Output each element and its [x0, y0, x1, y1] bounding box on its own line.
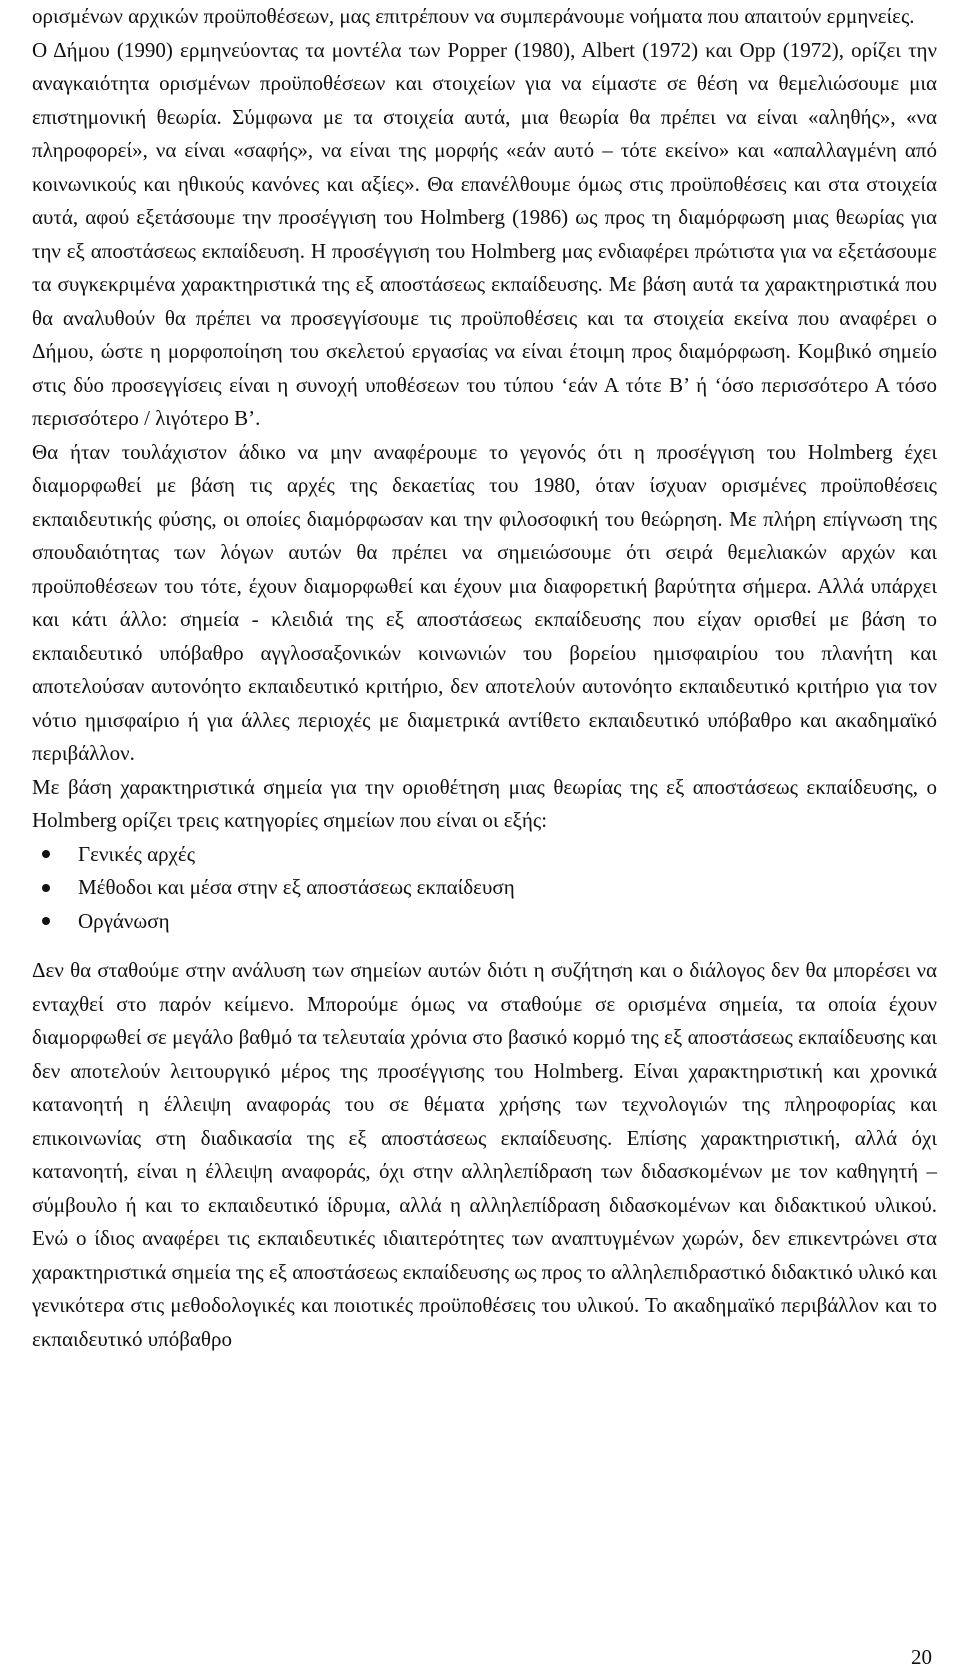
paragraph-dimou-theory: Ο Δήμου (1990) ερμηνεύοντας τα μοντέλα των Popper (1980), Albert (1972) και Opp (1972), ορίζει την αναγκαιότητα ορισμένων προϋποθέσεων και στοιχείων για να είμαστε σε θέση να θεμελιώσουμε μια επιστημονική θεωρία. Σύμφωνα με τα στοιχεία αυτά, μια θεωρία θα πρέπει να είναι «αληθής», «να πληροφορεί», να είναι «σαφής», να είναι της μορφής «εάν αυτό – τότε εκείνο» και «απαλλαγμένη από κοινωνικούς και ηθικούς κανόνες και αξίες». Θα επανέλθουμε όμως στις προϋποθέσεις και στα στοιχεία αυτά, αφού εξετάσουμε την προσέγγιση του Holmberg (1986) ως προς τη διαμόρφωση μιας θεωρίας για την εξ αποστάσεως εκπαίδευση. Η προσέγγιση του Holmberg μας ενδιαφέρει πρώτιστα για να εξετάσουμε τα συγκεκριμένα χαρακτηριστικά της εξ αποστάσεως εκπαίδευσης. Με βάση αυτά τα χαρακτηριστικά που θα αναλυθούν θα πρέπει να προσεγγίσουμε τις προϋποθέσεις και τα στοιχεία εκείνα που αναφέρει ο Δήμου, ώστε η μορφοποίηση του σκελετού εργασίας να είναι έτοιμη προς διαμόρφωση. Κομβικό σημείο στις δύο προσεγγίσεις είναι η συνοχή υποθέσεων του τύπου ‘εάν Α τότε Β’ ή ‘όσο περισσότερο Α τόσο περισσότερο / λιγότερο Β’. [32, 37, 937, 430]
text-column [32, 0, 937, 1356]
list-item-label: Γενικές αρχές [78, 841, 196, 866]
list-item [32, 838, 937, 872]
paragraph-intro: ορισμένων αρχικών προϋποθέσεων, μας επιτρέπουν να συμπεράνουμε νοήματα που απαιτούν ερμηνείες. [32, 4, 915, 28]
paragraph-holmberg-context: Θα ήταν τουλάχιστον άδικο να μην αναφέρουμε το γεγονός ότι η προσέγγιση του Holmberg έχει διαμορφωθεί με βάση τις αρχές της δεκαετίας του 1980, όταν ίσχυαν ορισμένες προϋποθέσεις εκπαιδευτικής φύσης, οι οποίες διαμόρφωσαν και την φιλοσοφική του θεώρηση. Με πλήρη επίγνωση της σπουδαιότητας των λόγων αυτών θα πρέπει να σημειώσουμε ότι σειρά θεμελιακών αρχών και προϋποθέσεων του τότε, έχουν διαμορφωθεί και έχουν μια διαφορετική βαρύτητα σήμερα. Αλλά υπάρχει και κάτι άλλο: σημεία - κλειδιά της εξ αποστάσεως εκπαίδευσης που είχαν ορισθεί με βάση το εκπαιδευτικό υπόβαθρο αγγλοσαξονικών κοινωνιών του βορείου ημισφαιρίου του πλανήτη και αποτελούσαν αυτονόητο εκπαιδευτικό κριτήριο, δεν αποτελούν αυτονόητο εκπαιδευτικό κριτήριο για τον νότιο ημισφαίριο ή για άλλες περιοχές με διαμετρικά αντίθετο εκπαιδευτικό υπόβαθρο και ακαδημαϊκό περιβάλλον. [32, 439, 937, 765]
bullet-icon [42, 917, 50, 925]
page-number: 20 [911, 1645, 932, 1669]
list-item [32, 871, 937, 905]
category-list [32, 838, 937, 939]
list-item-label: Μέθοδοι και μέσα στην εξ αποστάσεως εκπαίδευση [78, 875, 515, 900]
list-item [32, 905, 937, 939]
spacer [32, 938, 937, 954]
paragraph-categories-intro: Με βάση χαρακτηριστικά σημεία για την οριοθέτηση μιας θεωρίας της εξ αποστάσεως εκπαίδευσης, ο Holmberg ορίζει τρεις κατηγορίες σημείων που είναι οι εξής: [32, 774, 937, 832]
bullet-icon [42, 884, 50, 892]
bullet-icon [42, 850, 50, 858]
list-item-label: Οργάνωση [78, 908, 170, 933]
paragraph-closing: Δεν θα σταθούμε στην ανάλυση των σημείων αυτών διότι η συζήτηση και ο διάλογος δεν θα μπορέσει να ενταχθεί στο παρόν κείμενο. Μπορούμε όμως να σταθούμε σε ορισμένα σημεία, τα οποία έχουν διαμορφωθεί σε μεγάλο βαθμό τα τελευταία χρόνια στο βασικό κορμό της εξ αποστάσεως εκπαίδευσης και δεν αποτελούν λειτουργικό μέρος της προσέγγισης του Holmberg. Είναι χαρακτηριστική και χρονικά κατανοητή η έλλειψη αναφοράς του σε θέματα χρήσης των τεχνολογιών της πληροφορίας και επικοινωνίας στη διαδικασία της εξ αποστάσεως εκπαίδευσης. Επίσης χαρακτηριστική, αλλά όχι κατανοητή, είναι η έλλειψη αναφοράς, όχι στην αλληλεπίδραση των διδασκομένων με τον καθηγητή – σύμβουλο ή και το εκπαιδευτικό ίδρυμα, αλλά η αλληλεπίδραση διδασκομένων και διδακτικού υλικού. Ενώ ο ίδιος αναφέρει τις εκπαιδευτικές ιδιαιτερότητες των αναπτυγμένων χωρών, δεν επικεντρώνει στα χαρακτηριστικά σημεία της εξ αποστάσεως εκπαίδευσης ως προς το αλληλεπιδραστικό διδακτικό υλικό και γενικότερα στις μεθοδολογικές και ποιοτικές προϋποθέσεις του υλικού. Το ακαδημαϊκό περιβάλλον και το εκπαιδευτικό υπόβαθρο [32, 958, 937, 1351]
